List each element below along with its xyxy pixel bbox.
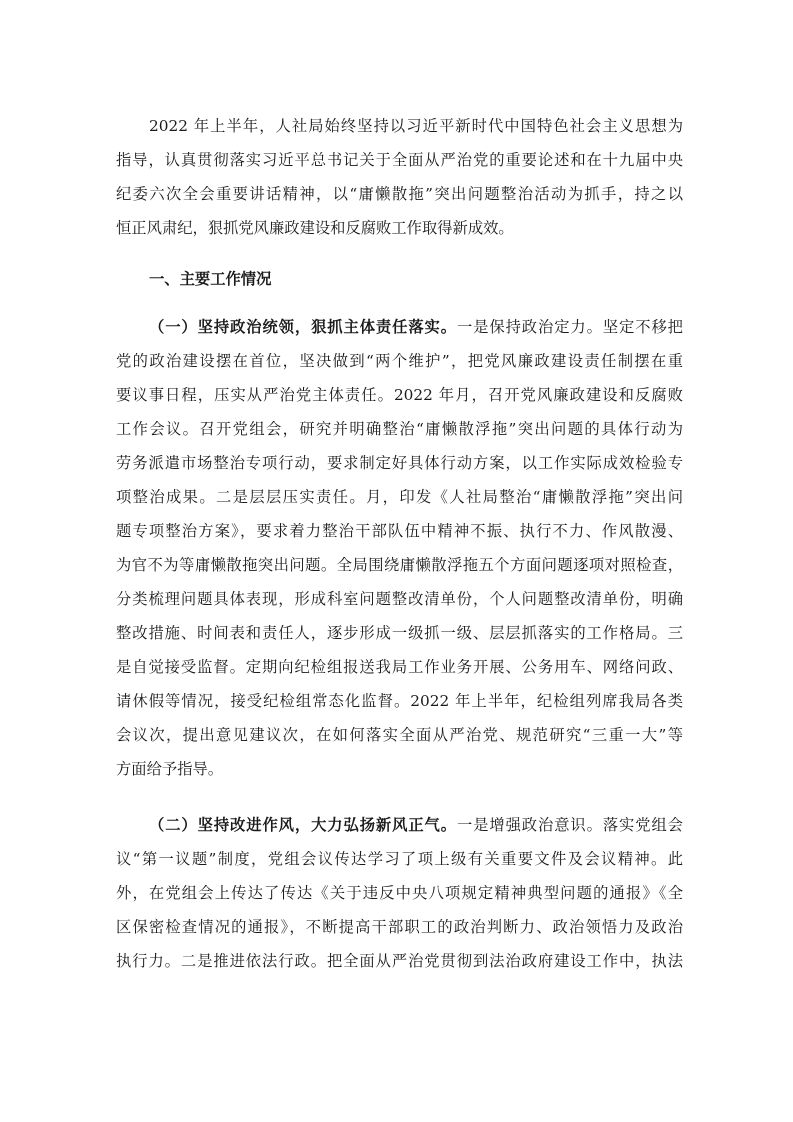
subsection-2-line: 议“第一议题”制度，党组会议传达学习了项上级有关重要文件及会议精神。此	[116, 850, 683, 868]
subsection-2-line: 外，在党组会上传达了传达《关于违反中央八项规定精神典型问题的通报》《全	[116, 884, 683, 902]
subsection-2-line: 区保密检查情况的通报》，不断提高干部职工的政治判断力、政治领悟力及政治	[116, 918, 683, 936]
paragraph-1-line-2: 指导，认真贯彻落实习近平总书记关于全面从严治党的重要论述和在十九届中央	[116, 151, 683, 169]
subsection-2-first-line-rest: 一是增强政治意识。落实党组会	[456, 816, 683, 834]
subsection-1-line: 为官不为等庸懒散拖突出问题。全局围绕庸懒散浮拖五个方面问题逐项对照检查，	[116, 556, 683, 574]
subsection-1-line: 会议次，提出意见建议次，在如何落实全面从严治党、规范研究“三重一大”等	[116, 726, 683, 744]
subsection-1-line: 请休假等情况，接受纪检组常态化监督。2022 年上半年，纪检组列席我局各类	[116, 692, 683, 710]
subsection-1-line: 分类梳理问题具体表现，形成科室问题整改清单份，个人问题整改清单份，明确	[116, 590, 683, 608]
subsection-1-line: 工作会议。召开党组会，研究并明确整治“庸懒散浮拖”突出问题的具体行动为	[116, 420, 683, 438]
section-heading: 一、主要工作情况	[149, 270, 272, 288]
subsection-1-line: 题专项整治方案》，要求着力整治干部队伍中精神不振、执行不力、作风散漫、	[116, 522, 683, 540]
subsection-1-line: 是自觉接受监督。定期向纪检组报送我局工作业务开展、公务用车、网络问政、	[116, 658, 683, 676]
subsection-2-line: 执行力。二是推进依法行政。把全面从严治党贯彻到法治政府建设工作中，执法	[116, 952, 683, 970]
subsection-1-first-line-rest: 一是保持政治定力。坚定不移把	[456, 318, 683, 336]
paragraph-1-line-1: 2022 年上半年，人社局始终坚持以习近平新时代中国特色社会主义思想为	[149, 117, 683, 135]
subsection-1-line: 要议事日程，压实从严治党主体责任。2022 年月，召开党风廉政建设和反腐败	[116, 386, 683, 404]
subsection-1-line: 整改措施、时间表和责任人，逐步形成一级抓一级、层层抓落实的工作格局。三	[116, 624, 683, 642]
subsection-1-title: （一）坚持政治统领，狠抓主体责任落实。	[149, 318, 457, 336]
subsection-2-title: （二）坚持改进作风，大力弘扬新风正气。	[149, 816, 457, 834]
subsection-1-first-line	[149, 314, 683, 340]
subsection-2-first-line	[149, 812, 683, 838]
subsection-1-line: 劳务派遣市场整治专项行动，要求制定好具体行动方案，以工作实际成效检验专	[116, 454, 683, 472]
subsection-1-line: 项整治成果。二是层层压实责任。月，印发《人社局整治“庸懒散浮拖”突出问	[116, 488, 683, 506]
paragraph-1-line-4: 恒正风肃纪，狠抓党风廉政建设和反腐败工作取得新成效。	[116, 219, 514, 237]
subsection-1-line: 党的政治建设摆在首位，坚决做到“两个维护”，把党风廉政建设责任制摆在重	[116, 352, 683, 370]
paragraph-1-line-3: 纪委六次全会重要讲话精神，以“庸懒散拖”突出问题整治活动为抓手，持之以	[116, 185, 683, 203]
subsection-1-line: 方面给予指导。	[116, 760, 224, 778]
